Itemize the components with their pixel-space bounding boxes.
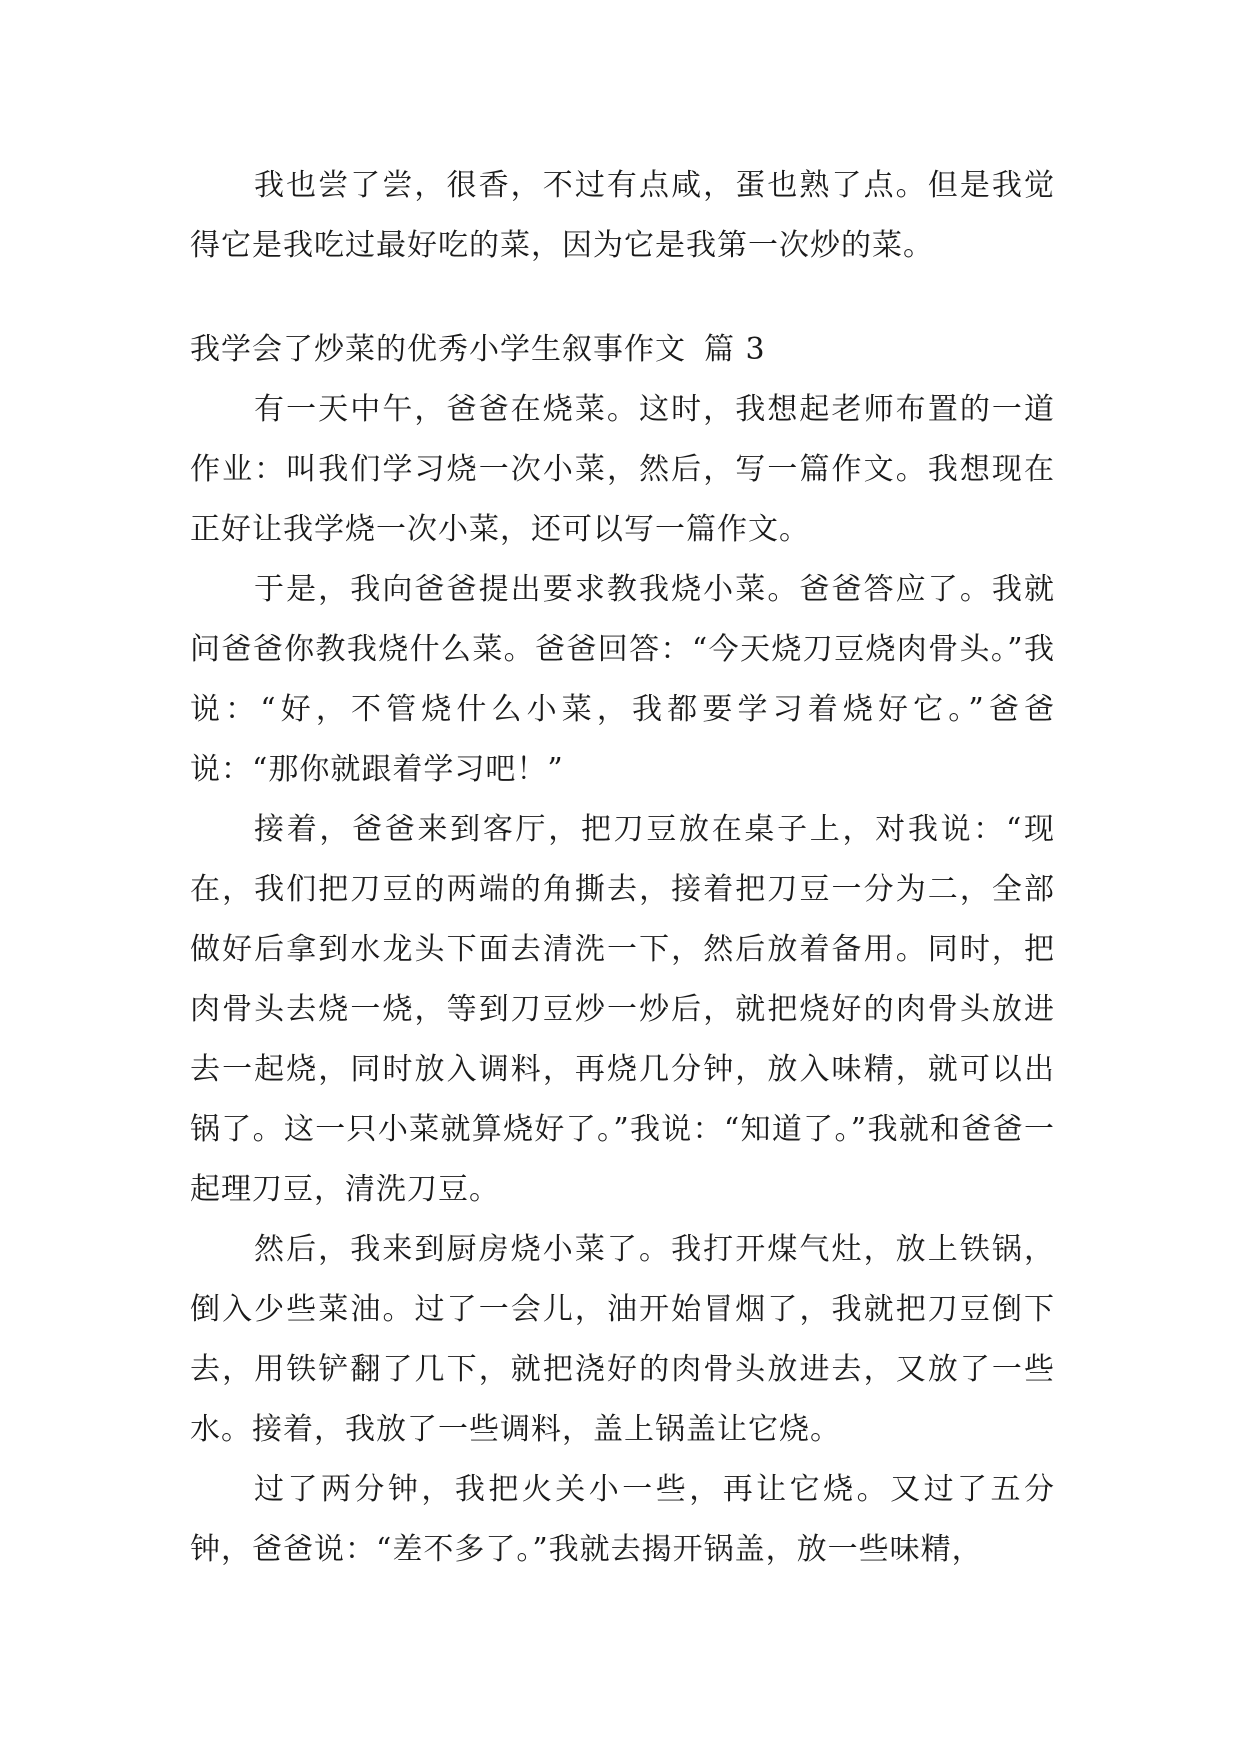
paragraph-5: 过了两分钟，我把火关小一些，再让它烧。又过了五分钟，爸爸说：“差不多了。”我就去揭开锅盖，放一些味精， <box>190 1472 1055 1567</box>
paragraph-2: 于是，我向爸爸提出要求教我烧小菜。爸爸答应了。我就问爸爸你教我烧什么菜。爸爸回答：“今天烧刀豆烧肉骨头。”我说：“好，不管烧什么小菜，我都要学习着烧好它。”爸爸说：“那你就跟着学习吧！” <box>190 572 1055 787</box>
paragraph-4: 然后，我来到厨房烧小菜了。我打开煤气灶，放上铁锅，倒入少些菜油。过了一会儿，油开始冒烟了，我就把刀豆倒下去，用铁铲翻了几下，就把浇好的肉骨头放进去，又放了一些水。接着，我放了一些调料，盖上锅盖让它烧。 <box>190 1232 1055 1447</box>
section-title: 我学会了炒菜的优秀小学生叙事作文 <box>190 332 686 367</box>
document-body <box>190 156 1055 1580</box>
intro-paragraph: 我也尝了尝，很香，不过有点咸，蛋也熟了点。但是我觉得它是我吃过最好吃的菜，因为它是我第一次炒的菜。 <box>190 168 1055 263</box>
section-title-line <box>190 320 1055 380</box>
paragraph-3: 接着，爸爸来到客厅，把刀豆放在桌子上，对我说：“现在，我们把刀豆的两端的角撕去，接着把刀豆一分为二，全部做好后拿到水龙头下面去清洗一下，然后放着备用。同时，把肉骨头去烧一烧，等到刀豆炒一炒后，就把烧好的肉骨头放进去一起烧，同时放入调料，再烧几分钟，放入味精，就可以出锅了。这一只小菜就算烧好了。”我说：“知道了。”我就和爸爸一起理刀豆，清洗刀豆。 <box>190 812 1055 1207</box>
paragraph-1: 有一天中午，爸爸在烧菜。这时，我想起老师布置的一道作业：叫我们学习烧一次小菜，然后，写一篇作文。我想现在正好让我学烧一次小菜，还可以写一篇作文。 <box>190 392 1055 547</box>
section-label: 篇 3 <box>704 332 766 367</box>
